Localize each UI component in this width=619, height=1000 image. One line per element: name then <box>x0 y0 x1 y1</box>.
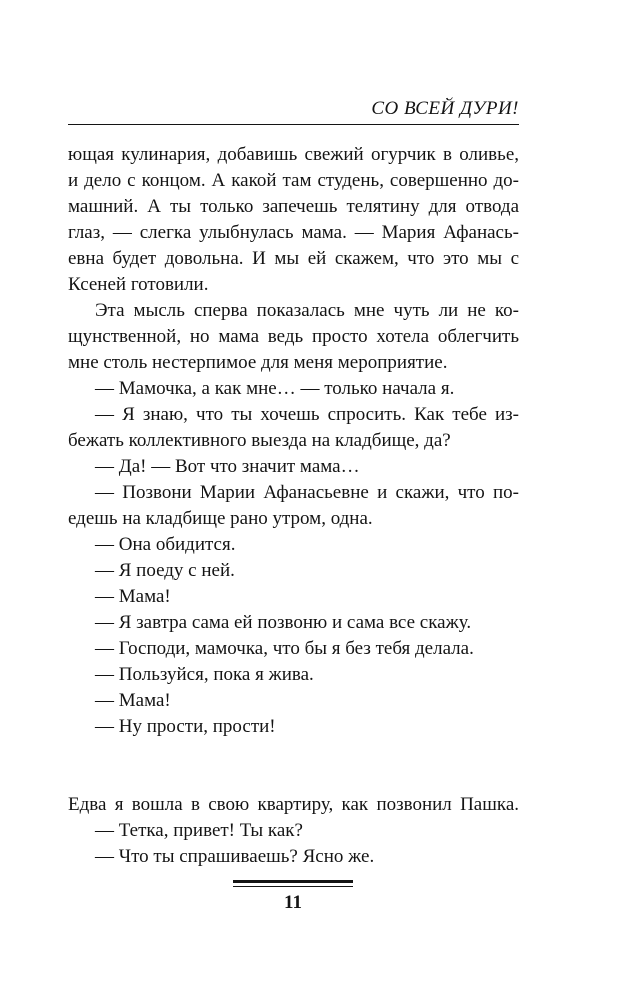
dialogue-line: — Что ты спрашиваешь? Ясно же. <box>95 846 375 867</box>
text-line: Эта мысль сперва показалась мне чуть ли не ко- <box>95 300 519 321</box>
text-line: евна будет довольна. И мы ей скажем, что это мы с <box>68 248 519 269</box>
dialogue-line: — Тетка, привет! Ты как? <box>95 820 303 841</box>
dialogue-line: — Мамочка, а как мне… — только начала я. <box>95 378 455 399</box>
text-line: бежать коллективного выезда на кладбище, да? <box>68 430 451 451</box>
dialogue-line: — Она обидится. <box>95 534 236 555</box>
body-text <box>68 142 519 870</box>
dialogue-line: — Я знаю, что ты хочешь спросить. Как тебе из- <box>95 404 519 425</box>
dialogue-line: — Позвони Марии Афанасьевне и скажи, что по- <box>95 482 519 503</box>
text-line: щунственной, но мама ведь просто хотела облегчить <box>68 326 519 347</box>
dialogue-line: — Я поеду с ней. <box>95 560 235 581</box>
footer-rule-thick <box>233 880 353 883</box>
text-line: Едва я вошла в свою квартиру, как позвонил Пашка. <box>68 794 519 815</box>
dialogue-line: — Господи, мамочка, что бы я без тебя делала. <box>95 638 474 659</box>
text-line: Ксеней готовили. <box>68 274 209 295</box>
header-rule <box>68 124 519 125</box>
text-line: ющая кулинария, добавишь свежий огурчик в оливье, <box>68 144 519 165</box>
footer-rules <box>233 880 353 887</box>
section-break <box>68 740 519 792</box>
text-line: мне столь нестерпимое для меня мероприятие. <box>68 352 448 373</box>
text-line: и дело с концом. А какой там студень, совершенно до- <box>68 170 519 191</box>
dialogue-line: — Ну прости, прости! <box>95 716 276 737</box>
dialogue-line: — Пользуйся, пока я жива. <box>95 664 314 685</box>
text-line: машний. А ты только запечешь телятину для отвода <box>68 196 519 217</box>
dialogue-line: — Да! — Вот что значит мама… <box>95 456 360 477</box>
dialogue-line: — Я завтра сама ей позвоню и сама все скажу. <box>95 612 472 633</box>
dialogue-line: — Мама! <box>95 690 171 711</box>
page-number: 11 <box>284 892 302 913</box>
footer-rule-thin <box>233 886 353 887</box>
dialogue-line: — Мама! <box>95 586 171 607</box>
text-line: едешь на кладбище рано утром, одна. <box>68 508 373 529</box>
running-title: СО ВСЕЙ ДУРИ! <box>371 98 519 119</box>
text-line: глаз, — слегка улыбнулась мама. — Мария Афанась- <box>68 222 519 243</box>
